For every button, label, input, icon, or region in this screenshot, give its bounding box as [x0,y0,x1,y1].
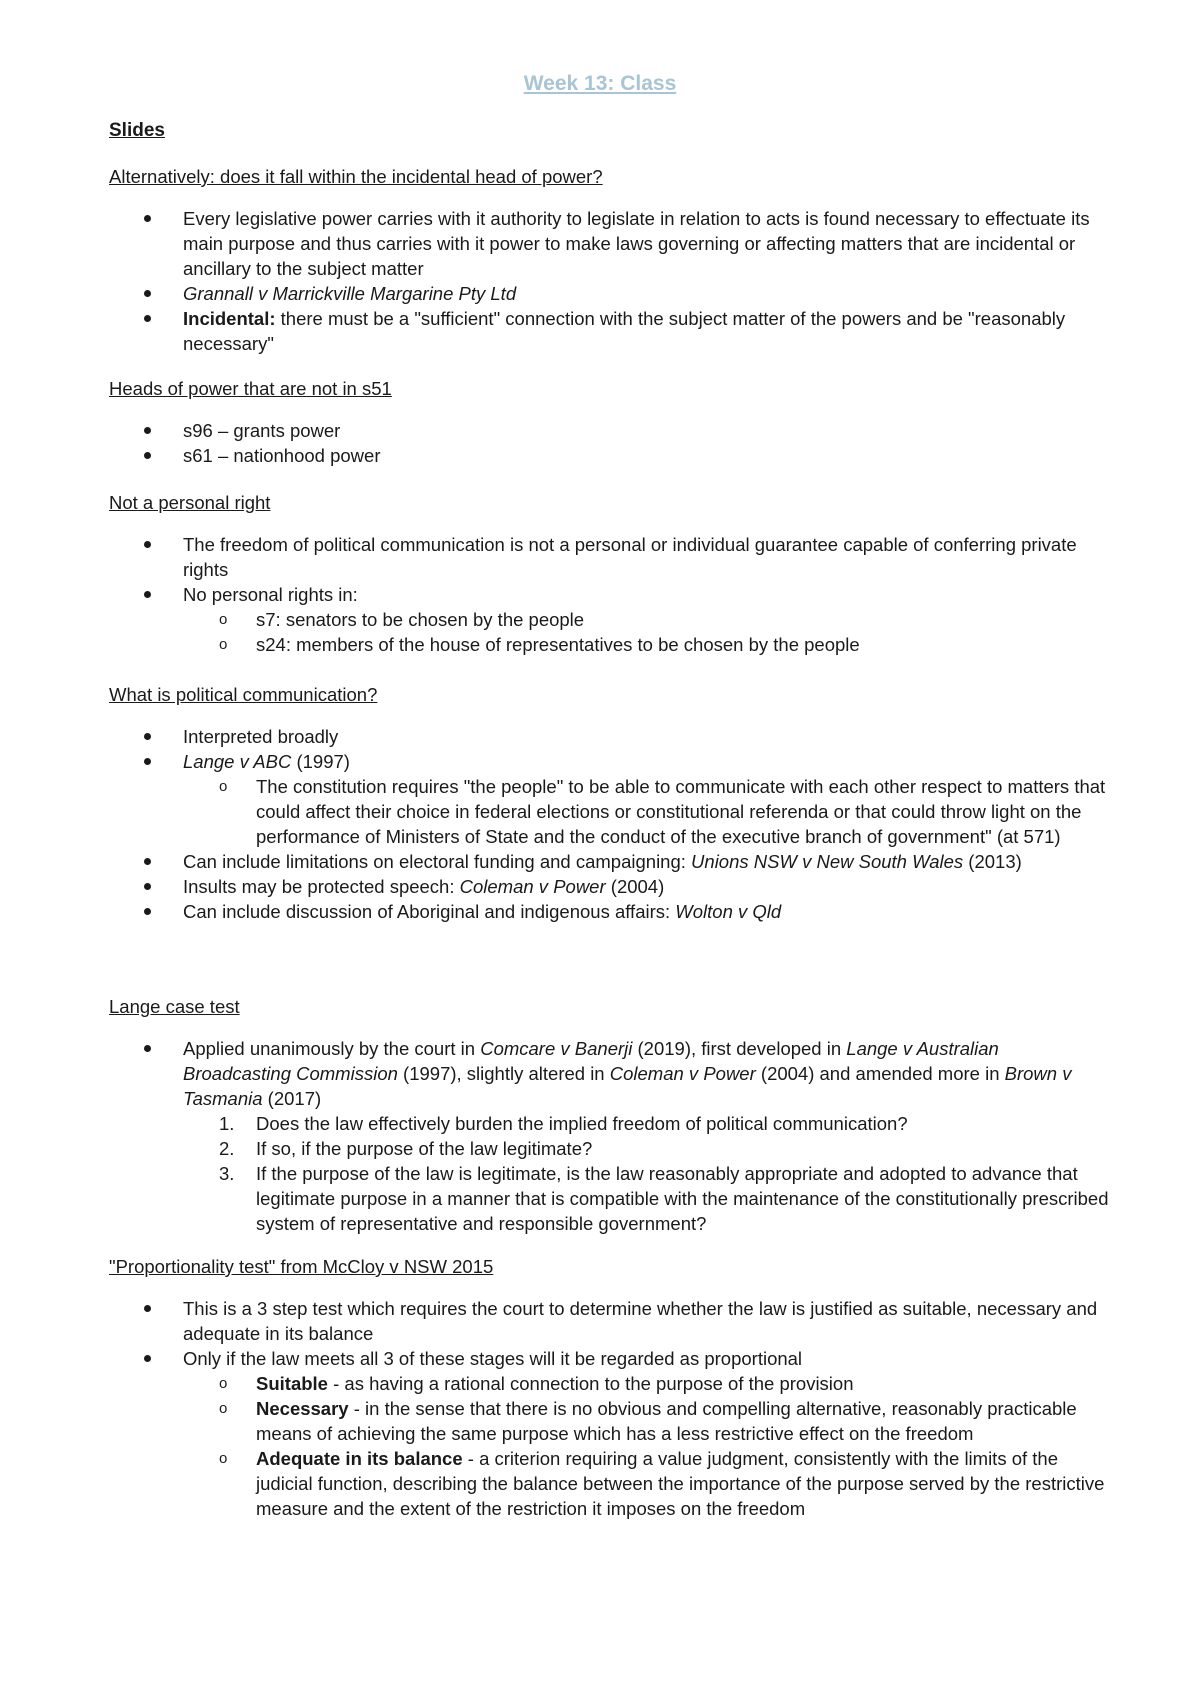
case-name: Lange v Australian Broadcasting Commission [183,1038,999,1084]
term-label: Incidental: [183,308,276,329]
list-item-text: Insults may be protected speech: [183,876,460,897]
list-item [109,281,1109,306]
bullet-icon [144,591,151,598]
term-label: Suitable [256,1373,328,1394]
list-item [109,899,1109,924]
list-item [109,532,1109,582]
numbered-item [109,1161,1109,1236]
sub-list-item [109,1371,1109,1396]
numbered-item [109,1136,1109,1161]
hollow-bullet-icon: o [219,1450,228,1467]
item-number: 3. [219,1163,235,1184]
section-heading: Not a personal right [109,492,271,513]
sub-list-item [109,607,1109,632]
sub-list-item [109,774,1109,849]
list-item-text: s61 – nationhood power [183,445,381,466]
case-name: Coleman v Power [609,1063,756,1084]
list-item-text: - as having a rational connection to the purpose of the provision [327,1373,854,1394]
term-label: Adequate in its balance [256,1448,463,1469]
list-item-text: Interpreted broadly [183,726,339,747]
bullet-list [109,1296,1109,1521]
list-item-text: s24: members of the house of representatives to be chosen by the people [256,634,860,655]
section-incidental [109,164,1109,356]
list-item-text: s7: senators to be chosen by the people [256,609,585,630]
bullet-icon [144,290,151,297]
list-item [109,443,1109,468]
sub-list-item [109,1396,1109,1446]
section-political-communication [109,682,1109,924]
case-name: Lange v ABC [183,751,292,772]
numbered-item [109,1111,1109,1136]
bullet-icon [144,215,151,222]
bullet-icon [144,315,151,322]
section-heading: "Proportionality test" from McCloy v NSW 2015 [109,1256,494,1277]
section-heads-of-power [109,376,1109,468]
case-name: Coleman v Power [459,876,606,897]
item-number: 1. [219,1113,235,1134]
bullet-list [109,532,1109,657]
list-item-text: The freedom of political communication is not a personal or individual guarantee capable of conferring private rights [183,534,1077,580]
bullet-list [109,1036,1109,1111]
bullet-icon [144,858,151,865]
list-item-text: The constitution requires "the people" to be able to communicate with each other respect to matters that could affect their choice in federal elections or constitutional referenda or that could throw light on the performance of Ministers of State and the conduct of the executive branch of government" (at 571) [256,776,1106,847]
page-title: Week 13: Class [523,72,677,95]
list-item-text: - in the sense that there is no obvious and compelling alternative, reasonably practicable means of achieving the same purpose which has a less restrictive effect on the freedom [256,1398,1077,1444]
list-item-text: s96 – grants power [183,420,341,441]
bullet-list [109,206,1109,356]
section-personal-right [109,490,1109,657]
list-item [109,749,1109,774]
list-item-text: Applied unanimously by the court in [183,1038,481,1059]
case-name: Unions NSW v New South Wales [691,851,964,872]
section-heading: Lange case test [109,996,240,1017]
list-item-text: No personal rights in: [183,584,358,605]
numbered-list [109,1111,1109,1236]
list-item [109,418,1109,443]
list-item [109,582,1109,607]
item-number: 2. [219,1138,235,1159]
section-heading: Alternatively: does it fall within the incidental head of power? [109,166,603,187]
bullet-icon [144,1305,151,1312]
list-item-text: Can include limitations on electoral funding and campaigning: [183,851,692,872]
list-item [109,849,1109,874]
list-item [109,874,1109,899]
hollow-bullet-icon: o [219,778,228,795]
hollow-bullet-icon: o [219,611,228,628]
list-item-text: (1997), slightly altered in [397,1063,610,1084]
list-item-text: (2004) and amended more in [755,1063,1005,1084]
list-item-text: Can include discussion of Aboriginal and indigenous affairs: [183,901,676,922]
case-name: Wolton v Qld [675,901,782,922]
list-item-text: (2017) [262,1088,322,1109]
hollow-bullet-icon: o [219,1375,228,1392]
section-heading: Heads of power that are not in s51 [109,378,392,399]
list-item [109,1036,1109,1111]
list-item-text: Does the law effectively burden the implied freedom of political communication? [256,1113,908,1134]
bullet-icon [144,758,151,765]
list-item-text: If so, if the purpose of the law legitimate? [256,1138,593,1159]
case-name: Comcare v Banerji [480,1038,633,1059]
section-proportionality-test [109,1254,1109,1521]
sub-list-item [109,632,1109,657]
list-item [109,724,1109,749]
case-name: Brown v Tasmania [183,1063,1072,1109]
bullet-icon [144,1045,151,1052]
bullet-list [109,418,1109,468]
list-item [109,1296,1109,1346]
bullet-icon [144,427,151,434]
list-item-text: there must be a "sufficient" connection with the subject matter of the powers and be "reasonably necessary" [183,308,1066,354]
bullet-icon [144,452,151,459]
sub-list-item [109,1446,1109,1521]
list-item-text: Every legislative power carries with it authority to legislate in relation to acts is found necessary to effectuate its main purpose and thus carries with it power to make laws governing or affecting matters that are incidental or ancillary to the subject matter [183,208,1090,279]
bullet-icon [144,733,151,740]
bullet-icon [144,908,151,915]
section-heading: What is political communication? [109,684,378,705]
slides-heading: Slides [109,120,165,141]
list-item-text: If the purpose of the law is legitimate, is the law reasonably appropriate and adopted to advance that legitimate purpose in a manner that is compatible with the maintenance of the constitutionally prescribed system of representative and responsible government? [256,1163,1109,1234]
list-item-text: (2013) [963,851,1022,872]
section-lange-test [109,994,1109,1236]
bullet-list [109,724,1109,924]
bullet-icon [144,883,151,890]
list-item [109,1346,1109,1371]
list-item-text: (2019), first developed in [632,1038,847,1059]
list-item-text: (2004) [605,876,665,897]
hollow-bullet-icon: o [219,1400,228,1417]
slides-heading-block [109,118,1109,143]
list-item [109,206,1109,281]
list-item-text: This is a 3 step test which requires the court to determine whether the law is justified as suitable, necessary and adequate in its balance [183,1298,1098,1344]
term-label: Necessary [256,1398,349,1419]
list-item [109,306,1109,356]
case-name: Grannall v Marrickville Margarine Pty Ltd [183,283,517,304]
list-item-text: Only if the law meets all 3 of these stages will it be regarded as proportional [183,1348,803,1369]
hollow-bullet-icon: o [219,636,228,653]
list-item-text: - a criterion requiring a value judgment, consistently with the limits of the judicial function, describing the balance between the importance of the purpose served by the restrictive measure and the extent of the restriction it imposes on the freedom [256,1448,1105,1519]
bullet-icon [144,1355,151,1362]
list-item-text: (1997) [291,751,350,772]
bullet-icon [144,541,151,548]
